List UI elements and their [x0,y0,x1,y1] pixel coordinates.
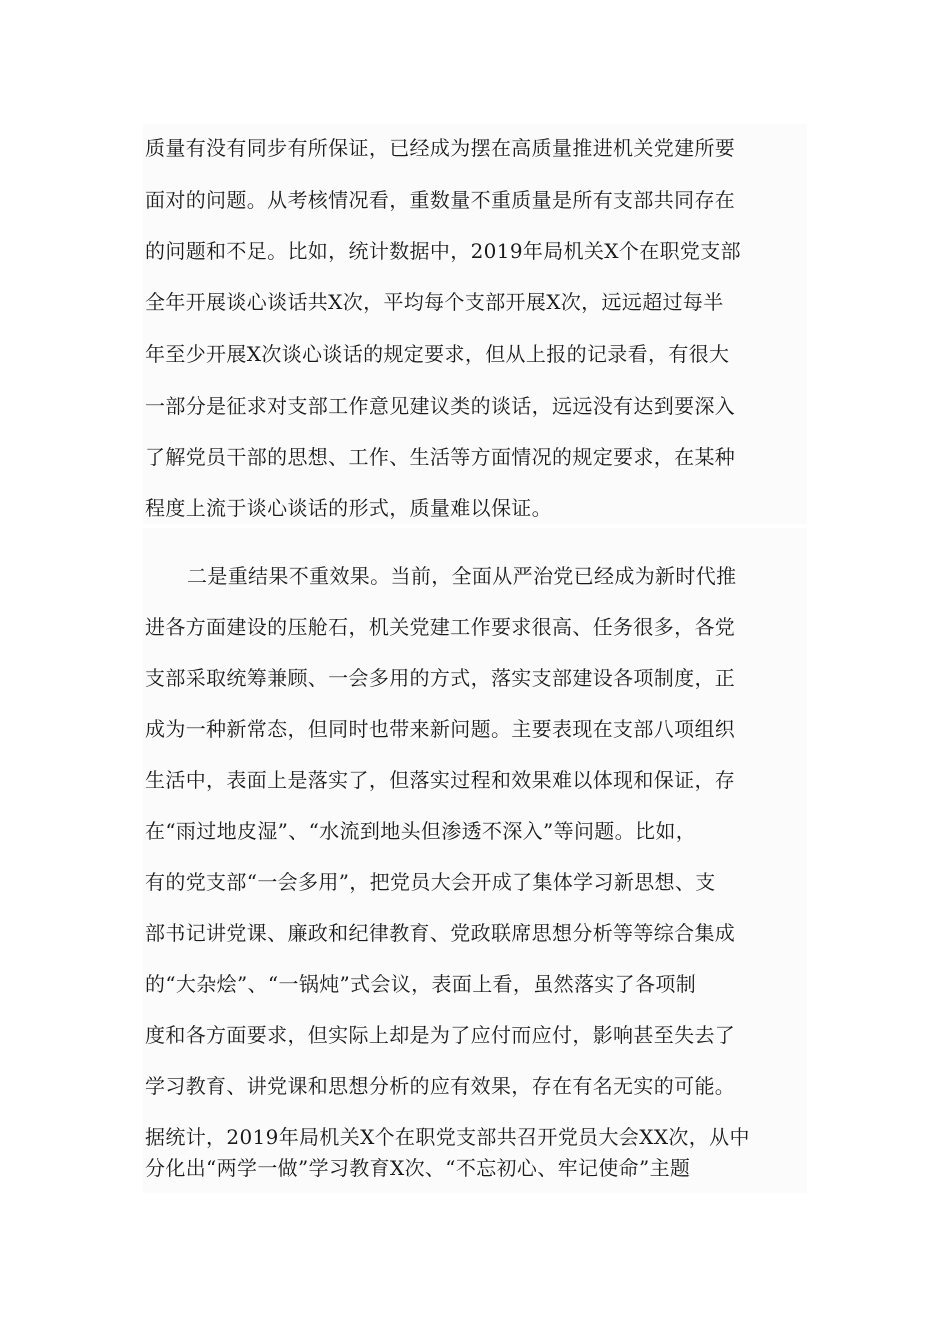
paragraph-1-line: 一部分是征求对支部工作意见建议类的谈话，远远没有达到要深入 [145,394,736,418]
paragraph-1-line: 的问题和不足。比如，统计数据中，2019年局机关X个在职党支部 [145,239,741,263]
paragraph-2 [143,528,807,1193]
paragraph-1-line: 年至少开展X次谈心谈话的规定要求，但从上报的记录看，有很大 [145,342,730,366]
paragraph-1-line: 了解党员干部的思想、工作、生活等方面情况的规定要求，在某种 [145,445,736,469]
paragraph-2-line: 有的党支部“一会多用”，把党员大会开成了集体学习新思想、支 [145,870,716,894]
paragraph-1-line: 质量有没有同步有所保证，已经成为摆在高质量推进机关党建所要 [145,136,736,160]
paragraph-2-line: 的“大杂烩”、“一锅炖”式会议，表面上看，虽然落实了各项制 [145,972,697,996]
paragraph-2-line: 学习教育、讲党课和思想分析的应有效果，存在有名无实的可能。 [145,1074,736,1098]
paragraph-1-line: 程度上流于谈心谈话的形式，质量难以保证。 [145,496,552,520]
paragraph-2-line: 分化出“两学一做”学习教育X次、“不忘初心、牢记使命”主题 [145,1156,691,1180]
paragraph-1-line: 面对的问题。从考核情况看，重数量不重质量是所有支部共同存在 [145,188,736,212]
paragraph-2-line: 支部采取统筹兼顾、一会多用的方式，落实支部建设各项制度，正 [145,666,736,690]
paragraph-1 [143,124,807,524]
paragraph-2-line: 据统计，2019年局机关X个在职党支部共召开党员大会XX次，从中 [145,1125,750,1149]
paragraph-2-line: 二是重结果不重效果。当前，全面从严治党已经成为新时代推 [187,564,737,588]
paragraph-2-line: 成为一种新常态，但同时也带来新问题。主要表现在支部八项组织 [145,717,736,741]
paragraph-1-line: 全年开展谈心谈话共X次，平均每个支部开展X次，远远超过每半 [145,290,724,314]
paragraph-2-line: 进各方面建设的压舱石，机关党建工作要求很高、任务很多，各党 [145,615,736,639]
paragraph-2-line: 度和各方面要求，但实际上却是为了应付而应付，影响甚至失去了 [145,1023,736,1047]
paragraph-2-line: 生活中，表面上是落实了，但落实过程和效果难以体现和保证，存 [145,768,736,792]
paragraph-2-line: 部书记讲党课、廉政和纪律教育、党政联席思想分析等等综合集成 [145,921,736,945]
paragraph-2-line: 在“雨过地皮湿”、“水流到地头但渗透不深入”等问题。比如， [145,819,697,843]
